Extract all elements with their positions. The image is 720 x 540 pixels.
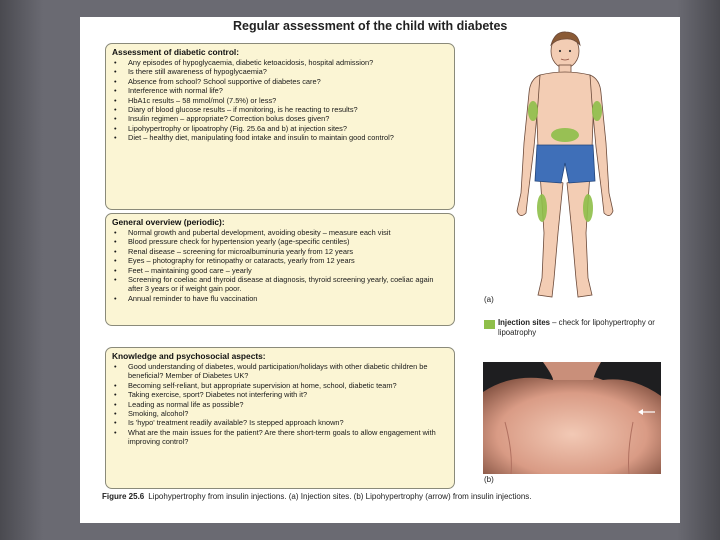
list-item: • What are the main issues for the patient? Are there short-term goals to allow engagement with improving control?	[112, 428, 448, 447]
list-item: • Good understanding of diabetes, would participation/holidays with other diabetic children be beneficial? Member of Diabetes UK?	[112, 362, 448, 381]
figure-caption	[102, 492, 662, 502]
overview-list	[112, 228, 448, 303]
list-item: • Feet – maintaining good care – yearly	[112, 266, 448, 275]
psychosocial-heading: Knowledge and psychosocial aspects:	[112, 351, 266, 361]
document-page	[80, 17, 680, 523]
legend-rest: – check for lipohypertrophy or lipoatrophy	[498, 318, 655, 337]
list-item: • HbA1c results – 58 mmol/mol (7.5%) or less?	[112, 96, 448, 105]
list-item: • Insulin regimen – appropriate? Correction bolus doses given?	[112, 114, 448, 123]
list-item: • Lipohypertrophy or lipoatrophy (Fig. 25.6a and b) at injection sites?	[112, 124, 448, 133]
assessment-heading: Assessment of diabetic control:	[112, 47, 240, 57]
list-item: • Normal growth and pubertal development, avoiding obesity – measure each visit	[112, 228, 448, 237]
list-item: • Blood pressure check for hypertension yearly (age-specific centiles)	[112, 237, 448, 246]
list-item: • Smoking, alcohol?	[112, 409, 448, 418]
figure-label-b: (b)	[484, 475, 494, 484]
assessment-list	[112, 58, 448, 143]
caption-figure-label: Figure 25.6	[102, 492, 145, 501]
list-item: • Taking exercise, sport? Diabetes not interfering with it?	[112, 390, 448, 399]
legend-text	[498, 318, 673, 338]
list-item: • Screening for coeliac and thyroid disease at diagnosis, thyroid screening yearly, coeliac again after 3 years or if weight gain poor.	[112, 275, 448, 294]
figure-label-a: (a)	[484, 295, 494, 304]
lipohypertrophy-photo	[483, 362, 661, 474]
page-title: Regular assessment of the child with diabetes	[233, 19, 508, 33]
list-item: • Is 'hypo' treatment readily available? Is stepped approach known?	[112, 418, 448, 427]
child-body-illustration	[500, 23, 630, 303]
legend-bold: Injection sites	[498, 318, 550, 327]
psychosocial-box	[105, 347, 455, 489]
list-item: • Diary of blood glucose results – if monitoring, is he reacting to results?	[112, 105, 448, 114]
caption-text: Lipohypertrophy from insulin injections. (a) Injection sites. (b) Lipohypertrophy (arrow) from insulin injections.	[148, 492, 532, 501]
list-item: • Renal disease – screening for microalbuminuria yearly from 12 years	[112, 247, 448, 256]
list-item: • Annual reminder to have flu vaccination	[112, 294, 448, 303]
list-item: • Any episodes of hypoglycaemia, diabetic ketoacidosis, hospital admission?	[112, 58, 448, 67]
overview-box	[105, 213, 455, 326]
list-item: • Is there still awareness of hypoglycaemia?	[112, 67, 448, 76]
list-item: • Leading as normal life as possible?	[112, 400, 448, 409]
list-item: • Diet – healthy diet, manipulating food intake and insulin to maintain good control?	[112, 133, 448, 142]
list-item: • Absence from school? School supportive of diabetes care?	[112, 77, 448, 86]
psychosocial-list	[112, 362, 448, 447]
overview-heading: General overview (periodic):	[112, 217, 225, 227]
list-item: • Interference with normal life?	[112, 86, 448, 95]
assessment-box	[105, 43, 455, 210]
injection-site-swatch	[484, 320, 495, 329]
list-item: • Becoming self-reliant, but appropriate supervision at home, school, diabetic team?	[112, 381, 448, 390]
list-item: • Eyes – photography for retinopathy or cataracts, yearly from 12 years	[112, 256, 448, 265]
